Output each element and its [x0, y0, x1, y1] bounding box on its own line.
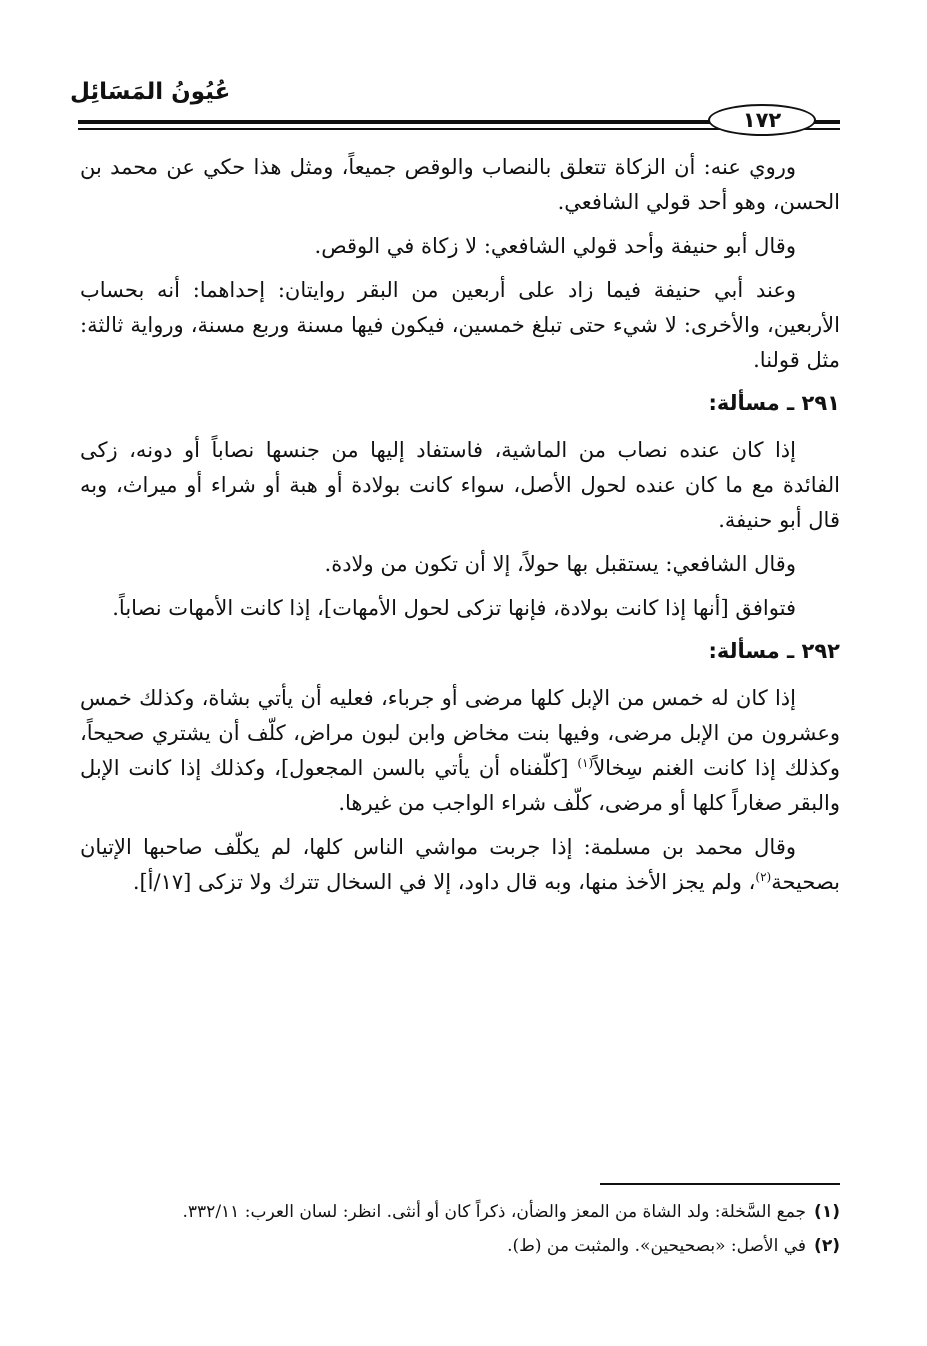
footnote	[80, 1232, 840, 1260]
footnote	[80, 1198, 840, 1226]
section-heading: ٢٩٢ ـ مسألة:	[708, 639, 840, 663]
running-header-title: عُيُونُ المَسَائِل	[70, 79, 231, 105]
footnote-ref[interactable]: (٢)	[755, 870, 772, 884]
paragraph: وعند أبي حنيفة فيما زاد على أربعين من البقر روايتان: إحداهما: أنه بحساب الأربعين، والأخرى: لا شيء حتى تبلغ خمسين، فيكون فيها مسنة وربع مسنة، ورواية ثالثة: مثل قولنا.	[80, 278, 840, 372]
footnote-number: (١)	[814, 1202, 840, 1222]
paragraph-text: ، ولم يجز الأخذ منها، وبه قال داود، إلا في السخال تترك ولا تزكى [١٧/أ].	[132, 870, 756, 894]
paragraph: فتوافق [أنها إذا كانت بولادة، فإنها تزكى لحول الأمهات]، إذا كانت الأمهات نصاباً.	[112, 596, 796, 620]
paragraph	[80, 681, 840, 821]
section-heading: ٢٩١ ـ مسألة:	[708, 391, 840, 415]
paragraph-text: [كلّفناه أن يأتي بالسن المجعول]، وكذلك إذا كانت الإبل والبقر صغاراً كلها أو مرضى، كلّف شراء الواجب من غيرها.	[80, 756, 840, 815]
paragraph-text: إذا كان له خمس من الإبل كلها مرضى أو جرباء، فعليه أن يأتي بشاة، وكذلك خمس وعشرون من الإبل مرضى، وفيها بنت مخاض وابن لبون مراض، كلّف أن يشتري صحيحاً، وكذلك إذا كانت الغنم سِخالاً	[80, 686, 840, 780]
paragraph: وروي عنه: أن الزكاة تتعلق بالنصاب والوقص جميعاً، ومثل هذا حكي عن محمد بن الحسن، وهو أحد قولي الشافعي.	[80, 155, 840, 214]
paragraph	[80, 830, 840, 900]
paragraph-text: وقال محمد بن مسلمة: إذا جربت مواشي الناس كلها، لم يكلّف صاحبها الإتيان بصحيحة	[80, 835, 840, 894]
footnote-text: في الأصل: «بصحيحين». والمثبت من (ط).	[507, 1236, 807, 1256]
footnote-number: (٢)	[814, 1236, 840, 1256]
page-number-badge: ١٧٢	[708, 104, 816, 136]
paragraph: إذا كان عنده نصاب من الماشية، فاستفاد إليها من جنسها نصاباً أو دونه، زكى الفائدة مع ما كان عنده لحول الأصل، سواء كانت بولادة أو هبة أو شراء أو ميراث، وبه قال أبو حنيفة.	[80, 438, 840, 532]
paragraph: وقال أبو حنيفة وأحد قولي الشافعي: لا زكاة في الوقص.	[314, 234, 796, 258]
footnote-text: جمع السَّخلة: ولد الشاة من المعز والضأن، ذكراً كان أو أنثى. انظر: لسان العرب: ٣٣٢/١١.	[182, 1202, 807, 1222]
footnotes	[80, 1198, 840, 1266]
footnote-ref[interactable]: (١)	[577, 756, 594, 770]
footnote-separator	[600, 1183, 840, 1185]
main-text	[80, 150, 840, 909]
paragraph: وقال الشافعي: يستقبل بها حولاً، إلا أن تكون من ولادة.	[324, 552, 796, 576]
